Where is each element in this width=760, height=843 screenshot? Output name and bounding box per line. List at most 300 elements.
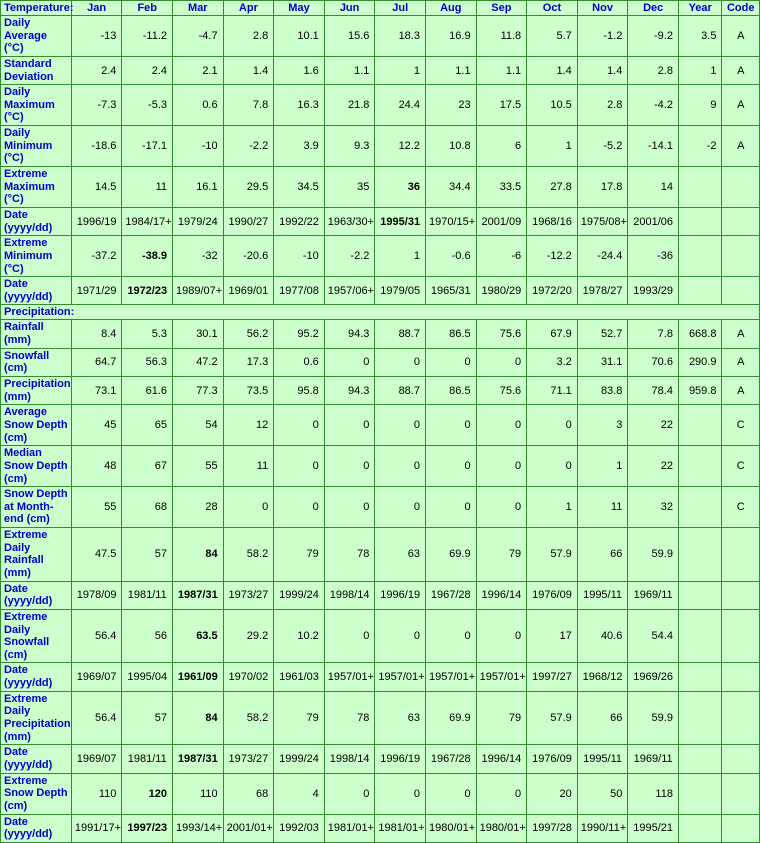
data-cell: 28 [173, 487, 224, 528]
data-cell: 64.7 [71, 348, 122, 376]
data-cell: -6 [476, 236, 527, 277]
data-cell: 1998/14 [324, 745, 375, 773]
data-cell: 1981/11 [122, 745, 173, 773]
data-cell: 1997/28 [527, 814, 578, 842]
data-cell: 1991/17+ [71, 814, 122, 842]
code-cell [722, 773, 760, 814]
data-cell: 1957/01+ [425, 663, 476, 691]
code-cell: A [722, 377, 760, 405]
data-cell: -1.2 [577, 16, 628, 57]
data-cell: 14.5 [71, 167, 122, 208]
year-cell [678, 487, 722, 528]
data-cell: 118 [628, 773, 679, 814]
data-cell: 58.2 [223, 528, 274, 582]
data-cell: 95.2 [274, 320, 325, 348]
data-cell: 70.6 [628, 348, 679, 376]
data-cell: 1989/07+ [173, 277, 224, 305]
column-header-jan: Jan [71, 1, 122, 16]
code-cell: A [722, 126, 760, 167]
table-row [1, 773, 760, 814]
data-cell: 12 [223, 405, 274, 446]
data-cell: 1984/17+ [122, 207, 173, 235]
data-cell: 1980/01+ [425, 814, 476, 842]
data-cell: 1.1 [476, 56, 527, 84]
data-cell: 1970/15+ [425, 207, 476, 235]
data-cell: 1 [375, 236, 426, 277]
data-cell: 2.8 [628, 56, 679, 84]
data-cell: 11.8 [476, 16, 527, 57]
data-cell: 17 [527, 609, 578, 663]
data-cell: 67 [122, 446, 173, 487]
data-cell: 34.5 [274, 167, 325, 208]
year-cell [678, 167, 722, 208]
row-label: Date (yyyy/dd) [1, 581, 72, 609]
row-label: Standard Deviation [1, 56, 72, 84]
data-cell: 50 [577, 773, 628, 814]
data-cell: 1969/26 [628, 663, 679, 691]
data-cell: 32 [628, 487, 679, 528]
data-cell: 1980/01+ [476, 814, 527, 842]
data-cell: -4.7 [173, 16, 224, 57]
row-label: Date (yyyy/dd) [1, 745, 72, 773]
year-cell [678, 446, 722, 487]
data-cell: 1 [527, 126, 578, 167]
column-header-may: May [274, 1, 325, 16]
data-cell: 1.4 [577, 56, 628, 84]
data-cell: 35 [324, 167, 375, 208]
section-title: Precipitation: [1, 305, 760, 320]
data-cell: 0 [375, 405, 426, 446]
data-cell: 1973/27 [223, 581, 274, 609]
data-cell: 1996/19 [375, 581, 426, 609]
table-row [1, 663, 760, 691]
data-cell: 0 [476, 405, 527, 446]
year-cell [678, 745, 722, 773]
data-cell: 1963/30+ [324, 207, 375, 235]
data-cell: 79 [274, 528, 325, 582]
data-cell: 69.9 [425, 691, 476, 745]
data-cell: -10 [173, 126, 224, 167]
data-cell: 33.5 [476, 167, 527, 208]
table-row [1, 581, 760, 609]
year-cell: 290.9 [678, 348, 722, 376]
data-cell: 1971/29 [71, 277, 122, 305]
table-row [1, 405, 760, 446]
data-cell: 10.2 [274, 609, 325, 663]
data-cell: 17.8 [577, 167, 628, 208]
data-cell: 1992/22 [274, 207, 325, 235]
data-cell: 57.9 [527, 528, 578, 582]
column-header-category: Temperature: [1, 1, 72, 16]
data-cell: 3 [577, 405, 628, 446]
data-cell: 59.9 [628, 691, 679, 745]
data-cell: 27.8 [527, 167, 578, 208]
column-header-aug: Aug [425, 1, 476, 16]
data-cell: 1992/03 [274, 814, 325, 842]
data-cell: 1996/14 [476, 745, 527, 773]
data-cell: 9.3 [324, 126, 375, 167]
data-cell: 0 [274, 446, 325, 487]
data-cell: 1977/08 [274, 277, 325, 305]
data-cell: 56.2 [223, 320, 274, 348]
data-cell: 0 [476, 348, 527, 376]
data-cell: -4.2 [628, 85, 679, 126]
data-cell: 1981/11 [122, 581, 173, 609]
data-cell: 31.1 [577, 348, 628, 376]
code-cell [722, 277, 760, 305]
data-cell: 0 [223, 487, 274, 528]
data-cell: 79 [476, 528, 527, 582]
column-header-nov: Nov [577, 1, 628, 16]
year-cell: 668.8 [678, 320, 722, 348]
table-row [1, 320, 760, 348]
data-cell: 0 [425, 348, 476, 376]
data-cell: -32 [173, 236, 224, 277]
year-cell [678, 609, 722, 663]
data-cell: 71.1 [527, 377, 578, 405]
table-row [1, 691, 760, 745]
data-cell: 0 [476, 446, 527, 487]
table-row [1, 167, 760, 208]
code-cell [722, 581, 760, 609]
table-row [1, 609, 760, 663]
data-cell: 1975/08+ [577, 207, 628, 235]
year-cell: 3.5 [678, 16, 722, 57]
data-cell: 75.6 [476, 377, 527, 405]
data-cell: 95.8 [274, 377, 325, 405]
row-label: Date (yyyy/dd) [1, 663, 72, 691]
data-cell: 66 [577, 528, 628, 582]
data-cell: 0 [375, 487, 426, 528]
data-cell: 8.4 [71, 320, 122, 348]
data-cell: 68 [122, 487, 173, 528]
data-cell: 78 [324, 691, 375, 745]
row-label: Daily Minimum (°C) [1, 126, 72, 167]
column-header-dec: Dec [628, 1, 679, 16]
data-cell: 34.4 [425, 167, 476, 208]
table-row [1, 56, 760, 84]
data-cell: -20.6 [223, 236, 274, 277]
column-header-year: Year [678, 1, 722, 16]
data-cell: 55 [71, 487, 122, 528]
year-cell [678, 814, 722, 842]
data-cell: 2.8 [223, 16, 274, 57]
data-cell: 58.2 [223, 691, 274, 745]
data-cell: 0 [375, 348, 426, 376]
data-cell: 0 [425, 487, 476, 528]
data-cell: 75.6 [476, 320, 527, 348]
data-cell: 1 [375, 56, 426, 84]
data-cell: 0 [476, 487, 527, 528]
data-cell: 88.7 [375, 320, 426, 348]
data-cell: 23 [425, 85, 476, 126]
data-cell: 2001/06 [628, 207, 679, 235]
data-cell: 0 [375, 773, 426, 814]
data-cell: -37.2 [71, 236, 122, 277]
data-cell: 4 [274, 773, 325, 814]
data-cell: 1996/19 [71, 207, 122, 235]
data-cell: 0 [527, 405, 578, 446]
data-cell: 0 [324, 773, 375, 814]
row-label: Extreme Daily Rainfall (mm) [1, 528, 72, 582]
data-cell: 40.6 [577, 609, 628, 663]
data-cell: 2.8 [577, 85, 628, 126]
data-cell: 79 [274, 691, 325, 745]
data-cell: 15.6 [324, 16, 375, 57]
data-cell: 77.3 [173, 377, 224, 405]
data-cell: 1976/09 [527, 745, 578, 773]
data-cell: 1972/23 [122, 277, 173, 305]
code-cell: A [722, 320, 760, 348]
data-cell: 1979/05 [375, 277, 426, 305]
code-cell: C [722, 405, 760, 446]
code-cell [722, 814, 760, 842]
data-cell: 0 [476, 773, 527, 814]
data-cell: 30.1 [173, 320, 224, 348]
data-cell: 57.9 [527, 691, 578, 745]
data-cell: 11 [577, 487, 628, 528]
data-cell: 61.6 [122, 377, 173, 405]
data-cell: 2.1 [173, 56, 224, 84]
data-cell: 0 [274, 405, 325, 446]
data-cell: 1969/07 [71, 745, 122, 773]
data-cell: 1 [577, 446, 628, 487]
column-header-sep: Sep [476, 1, 527, 16]
data-cell: 57 [122, 691, 173, 745]
data-cell: 1.1 [425, 56, 476, 84]
year-cell: -2 [678, 126, 722, 167]
code-cell [722, 167, 760, 208]
data-cell: 1957/01+ [324, 663, 375, 691]
row-label: Average Snow Depth (cm) [1, 405, 72, 446]
data-cell: -24.4 [577, 236, 628, 277]
data-cell: 0 [324, 405, 375, 446]
data-cell: -12.2 [527, 236, 578, 277]
data-cell: 0 [425, 405, 476, 446]
data-cell: 3.2 [527, 348, 578, 376]
table-row [1, 528, 760, 582]
data-cell: 2.4 [122, 56, 173, 84]
data-cell: 1995/21 [628, 814, 679, 842]
data-cell: -2.2 [324, 236, 375, 277]
data-cell: 1961/09 [173, 663, 224, 691]
code-cell: A [722, 56, 760, 84]
data-cell: 1997/27 [527, 663, 578, 691]
data-cell: 1968/16 [527, 207, 578, 235]
data-cell: 1.4 [223, 56, 274, 84]
data-cell: 110 [71, 773, 122, 814]
table-header [1, 1, 760, 16]
data-cell: 1999/24 [274, 745, 325, 773]
data-cell: 47.5 [71, 528, 122, 582]
column-header-jun: Jun [324, 1, 375, 16]
code-cell [722, 236, 760, 277]
year-cell [678, 528, 722, 582]
data-cell: -2.2 [223, 126, 274, 167]
code-cell [722, 691, 760, 745]
year-cell [678, 405, 722, 446]
code-cell [722, 207, 760, 235]
data-cell: 1967/28 [425, 745, 476, 773]
data-cell: 2001/01+ [223, 814, 274, 842]
code-cell [722, 609, 760, 663]
code-cell [722, 663, 760, 691]
data-cell: 1976/09 [527, 581, 578, 609]
data-cell: 16.3 [274, 85, 325, 126]
data-cell: 1996/14 [476, 581, 527, 609]
data-cell: 0 [476, 609, 527, 663]
data-cell: 22 [628, 405, 679, 446]
data-cell: 1.1 [324, 56, 375, 84]
data-cell: 0 [324, 348, 375, 376]
data-cell: 83.8 [577, 377, 628, 405]
data-cell: 36 [375, 167, 426, 208]
data-cell: 6 [476, 126, 527, 167]
row-label: Extreme Daily Snowfall (cm) [1, 609, 72, 663]
data-cell: 1969/11 [628, 745, 679, 773]
year-cell [678, 663, 722, 691]
column-header-code: Code [722, 1, 760, 16]
data-cell: -7.3 [71, 85, 122, 126]
data-cell: -5.2 [577, 126, 628, 167]
table-row [1, 745, 760, 773]
data-cell: 0 [425, 609, 476, 663]
data-cell: 17.5 [476, 85, 527, 126]
data-cell: 18.3 [375, 16, 426, 57]
data-cell: 1987/31 [173, 581, 224, 609]
data-cell: 5.3 [122, 320, 173, 348]
data-cell: 1981/01+ [324, 814, 375, 842]
data-cell: 63 [375, 528, 426, 582]
data-cell: 1957/01+ [375, 663, 426, 691]
row-label: Extreme Maximum (°C) [1, 167, 72, 208]
data-cell: 10.8 [425, 126, 476, 167]
data-cell: 67.9 [527, 320, 578, 348]
year-cell [678, 236, 722, 277]
row-label: Date (yyyy/dd) [1, 277, 72, 305]
data-cell: 1999/24 [274, 581, 325, 609]
data-cell: 0 [375, 446, 426, 487]
data-cell: 86.5 [425, 320, 476, 348]
data-cell: 56.3 [122, 348, 173, 376]
data-cell: 1965/31 [425, 277, 476, 305]
table-row [1, 126, 760, 167]
column-header-oct: Oct [527, 1, 578, 16]
data-cell: 54.4 [628, 609, 679, 663]
row-label: Median Snow Depth (cm) [1, 446, 72, 487]
data-cell: 56.4 [71, 609, 122, 663]
data-cell: 0 [425, 446, 476, 487]
table-row [1, 277, 760, 305]
data-cell: 59.9 [628, 528, 679, 582]
data-cell: 84 [173, 528, 224, 582]
column-header-mar: Mar [173, 1, 224, 16]
data-cell: 0 [324, 446, 375, 487]
data-cell: 45 [71, 405, 122, 446]
data-cell: 63.5 [173, 609, 224, 663]
data-cell: 1957/06+ [324, 277, 375, 305]
table-row [1, 16, 760, 57]
data-cell: -38.9 [122, 236, 173, 277]
data-cell: 69.9 [425, 528, 476, 582]
data-cell: 3.9 [274, 126, 325, 167]
data-cell: 0 [375, 609, 426, 663]
data-cell: 1968/12 [577, 663, 628, 691]
data-cell: 66 [577, 691, 628, 745]
data-cell: 120 [122, 773, 173, 814]
data-cell: 78 [324, 528, 375, 582]
data-cell: 1973/27 [223, 745, 274, 773]
data-cell: 12.2 [375, 126, 426, 167]
data-cell: 1978/09 [71, 581, 122, 609]
data-cell: 110 [173, 773, 224, 814]
data-cell: 11 [223, 446, 274, 487]
year-cell [678, 207, 722, 235]
data-cell: 16.9 [425, 16, 476, 57]
data-cell: 16.1 [173, 167, 224, 208]
data-cell: 55 [173, 446, 224, 487]
data-cell: 1969/01 [223, 277, 274, 305]
data-cell: 88.7 [375, 377, 426, 405]
data-cell: 1978/27 [577, 277, 628, 305]
data-cell: 1995/31 [375, 207, 426, 235]
year-cell [678, 277, 722, 305]
row-label: Precipitation (mm) [1, 377, 72, 405]
data-cell: -36 [628, 236, 679, 277]
data-cell: 29.5 [223, 167, 274, 208]
data-cell: 11 [122, 167, 173, 208]
data-cell: 1997/23 [122, 814, 173, 842]
row-label: Extreme Snow Depth (cm) [1, 773, 72, 814]
row-label: Date (yyyy/dd) [1, 207, 72, 235]
year-cell: 1 [678, 56, 722, 84]
data-cell: -13 [71, 16, 122, 57]
table-row [1, 487, 760, 528]
data-cell: 1961/03 [274, 663, 325, 691]
data-cell: -11.2 [122, 16, 173, 57]
data-cell: 22 [628, 446, 679, 487]
data-cell: 1993/14+ [173, 814, 224, 842]
data-cell: 68 [223, 773, 274, 814]
code-cell: A [722, 348, 760, 376]
data-cell: 1969/07 [71, 663, 122, 691]
year-cell: 959.8 [678, 377, 722, 405]
year-cell [678, 581, 722, 609]
data-cell: 24.4 [375, 85, 426, 126]
data-cell: 10.1 [274, 16, 325, 57]
data-cell: 0.6 [274, 348, 325, 376]
data-cell: 94.3 [324, 320, 375, 348]
data-cell: -14.1 [628, 126, 679, 167]
data-cell: 52.7 [577, 320, 628, 348]
code-cell [722, 528, 760, 582]
code-cell: A [722, 16, 760, 57]
data-cell: 48 [71, 446, 122, 487]
data-cell: 65 [122, 405, 173, 446]
column-header-jul: Jul [375, 1, 426, 16]
year-cell: 9 [678, 85, 722, 126]
table-row [1, 814, 760, 842]
data-cell: 2.4 [71, 56, 122, 84]
data-cell: 0 [527, 446, 578, 487]
row-label: Daily Maximum (°C) [1, 85, 72, 126]
column-header-apr: Apr [223, 1, 274, 16]
data-cell: 10.5 [527, 85, 578, 126]
data-cell: 0 [324, 609, 375, 663]
code-cell: C [722, 487, 760, 528]
data-cell: 54 [173, 405, 224, 446]
data-cell: -10 [274, 236, 325, 277]
